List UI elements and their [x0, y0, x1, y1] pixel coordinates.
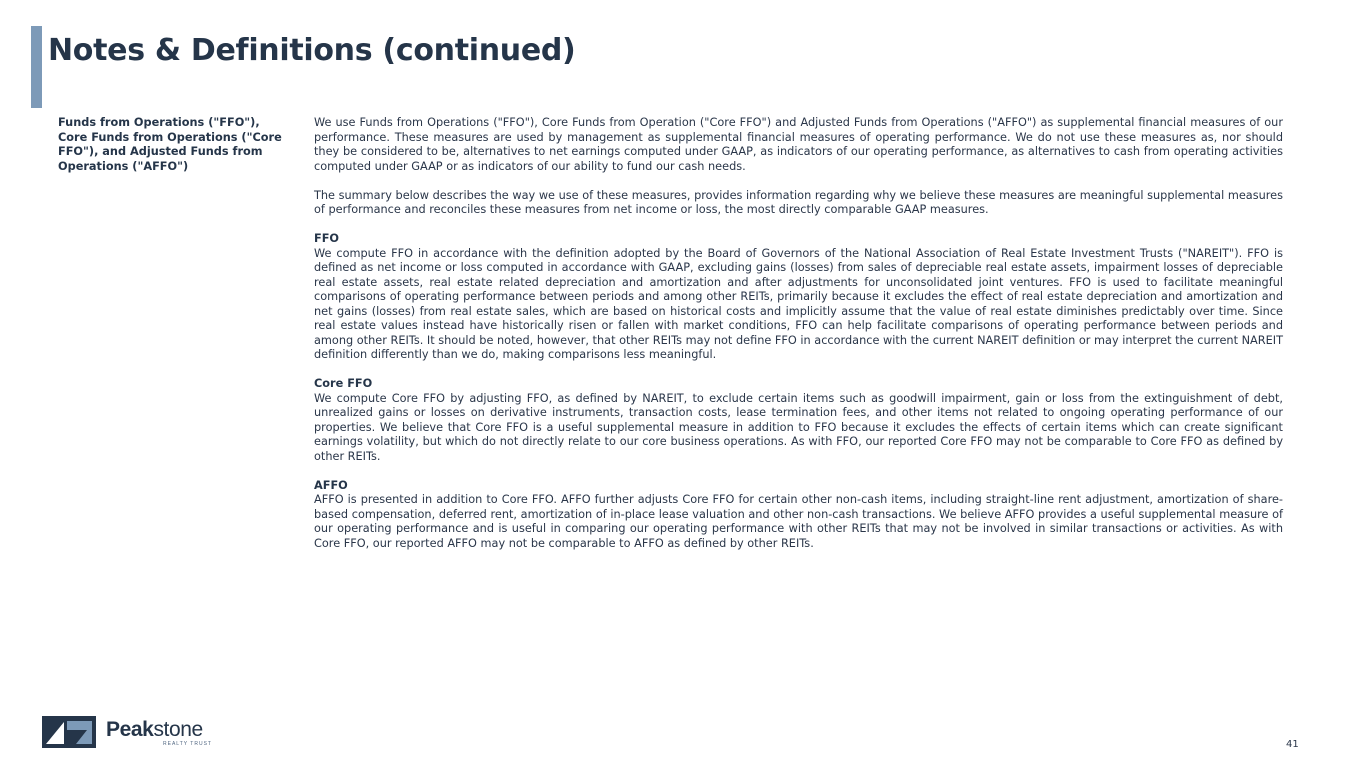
side-heading: Funds from Operations ("FFO"), Core Funds from Operations ("Core FFO"), and Adjusted Funds from Operations ("AFFO")	[58, 116, 282, 173]
core-ffo-heading: Core FFO	[314, 377, 373, 390]
title-accent-bar	[31, 26, 42, 108]
mountain-logo-icon	[42, 716, 96, 748]
logo-subtitle: REALTY TRUST	[163, 741, 212, 747]
body-text-column	[314, 116, 1283, 566]
affo-heading: AFFO	[314, 478, 348, 492]
logo-wordmark	[106, 717, 203, 743]
logo-word-bold: Peak	[106, 718, 154, 741]
peakstone-logo	[42, 716, 222, 750]
affo-paragraph: AFFO is presented in addition to Core FFO. AFFO further adjusts Core FFO for certain other non-cash items, including straight-line rent adjustment, amortization of share-based compensation, deferred rent, amortization of in-place lease valuation and other non-cash transactions. We believe AFFO provides a useful supplemental measure of our operating performance and is useful in comparing our operating performance with other REITs that may not be involved in similar transactions or activities. As with Core FFO, our reported AFFO may not be comparable to AFFO as defined by other REITs.	[314, 493, 1283, 550]
ffo-paragraph: We compute FFO in accordance with the definition adopted by the Board of Governors of the National Association of Real Estate Investment Trusts ("NAREIT"). FFO is defined as net income or loss computed in accordance with GAAP, excluding gains (losses) from sales of depreciable real estate assets, impairment losses of depreciable real estate assets, real estate related depreciation and amortization and after adjustments for unconsolidated joint ventures. FFO is used to facilitate meaningful comparisons of operating performance between periods and among other REITs, primarily because it excludes the effect of real estate depreciation and amortization and net gains (losses) from real estate sales, which are based on historical costs and implicitly assume that the value of real estate diminishes predictably over time. Since real estate values instead have historically risen or fallen with market conditions, FFO can help facilitate comparisons of operating performance between periods and among other REITs. It should be noted, however, that other REITs may not define FFO in accordance with the current NAREIT definition or may interpret the current NAREIT definition differently than we do, making comparisons less meaningful.	[314, 246, 1283, 361]
logo-word-regular: stone	[153, 718, 203, 741]
page-title: Notes & Definitions (continued)	[48, 33, 576, 68]
core-ffo-paragraph: We compute Core FFO by adjusting FFO, as defined by NAREIT, to exclude certain items such as goodwill impairment, gain or loss from the extinguishment of debt, unrealized gains or losses on derivative instruments, transaction costs, lease termination fees, and other items not related to ongoing operating performance of our properties. We believe that Core FFO is a useful supplemental measure in addition to FFO because it excludes the effects of certain items which can create significant earnings volatility, but which do not directly relate to our core business operations. As with FFO, our reported Core FFO may not be comparable to Core FFO as defined by other REITs.	[314, 391, 1283, 463]
page-number: 41	[1286, 739, 1299, 750]
ffo-heading: FFO	[314, 232, 340, 245]
intro-paragraph-2: The summary below describes the way we use of these measures, provides information regarding why we believe these measures are meaningful supplemental measures of performance and reconciles these measures from net income or loss, the most directly comparable GAAP measures.	[314, 188, 1283, 216]
intro-paragraph-1: We use Funds from Operations ("FFO"), Core Funds from Operation ("Core FFO") and Adjusted Funds from Operations ("AFFO") as supplemental financial measures of our performance. These measures are used by management as supplemental financial measures of operating performance. We do not use these measures as, nor should they be considered to be, alternatives to net earnings computed under GAAP, as indicators of our operating performance, as alternatives to cash from operating activities computed under GAAP or as indicators of our ability to fund our cash needs.	[314, 116, 1283, 173]
